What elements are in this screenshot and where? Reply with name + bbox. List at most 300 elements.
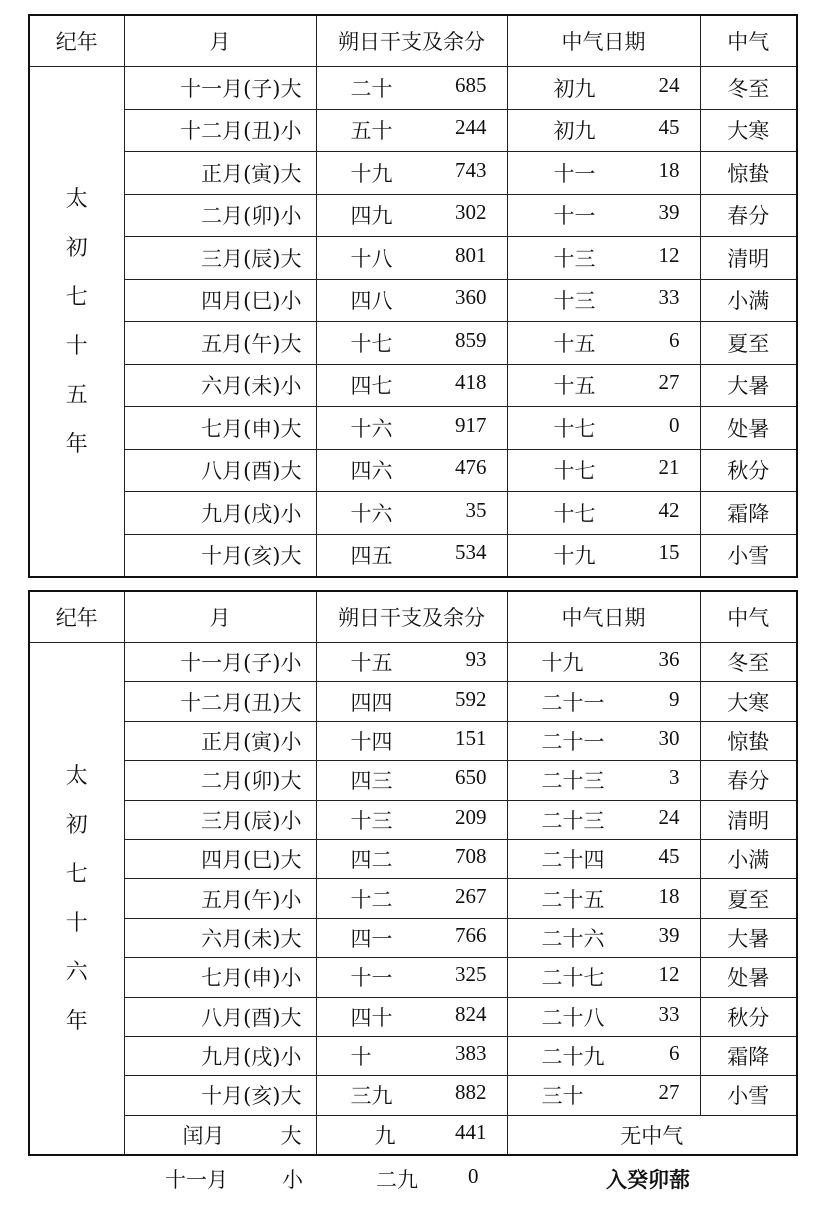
qi-day: 十七 xyxy=(553,459,596,484)
new-moon-day: 四六 xyxy=(350,459,393,484)
qi-date-pair xyxy=(508,285,700,315)
new-moon-remainder: 360 xyxy=(455,285,487,310)
new-moon-remainder: 708 xyxy=(455,844,487,869)
new-moon-remainder: 383 xyxy=(455,1041,487,1066)
new-moon-cell xyxy=(316,67,507,110)
new-moon-day: 三九 xyxy=(350,1084,393,1109)
qi-date-cell xyxy=(507,879,700,918)
era-char: 太 xyxy=(65,763,88,789)
qi-date-cell xyxy=(507,152,700,195)
month-cell: 九月(戌)小 xyxy=(124,1036,316,1075)
qi-day: 二十六 xyxy=(541,926,605,951)
qi-date-pair xyxy=(508,158,700,188)
month-cell: 四月(巳)大 xyxy=(124,839,316,878)
month-cell: 十一月(子)大 xyxy=(124,67,316,110)
header-new-moon: 朔日干支及余分 xyxy=(316,15,507,67)
solar-term-cell: 秋分 xyxy=(700,997,797,1036)
qi-remainder: 21 xyxy=(658,455,680,480)
new-moon-cell xyxy=(316,109,507,152)
header-month: 月 xyxy=(124,591,316,643)
qi-date-cell xyxy=(507,997,700,1036)
new-moon-remainder: 35 xyxy=(465,497,487,522)
qi-day: 十五 xyxy=(553,331,596,356)
qi-date-cell xyxy=(507,109,700,152)
new-moon-remainder: 766 xyxy=(455,922,487,947)
new-moon-remainder: 882 xyxy=(455,1080,487,1105)
qi-date-cell xyxy=(507,237,700,280)
new-moon-cell xyxy=(316,997,507,1036)
footer-note: 入癸卯蔀 xyxy=(606,1167,690,1192)
qi-date-cell xyxy=(507,643,700,682)
qi-day: 初九 xyxy=(553,76,596,101)
new-moon-remainder: 418 xyxy=(455,370,487,395)
qi-day: 二十五 xyxy=(541,887,605,912)
new-moon-cell xyxy=(316,958,507,997)
new-moon-remainder: 650 xyxy=(455,765,487,790)
qi-remainder: 9 xyxy=(669,686,680,711)
qi-remainder: 45 xyxy=(658,115,680,140)
solar-term-cell: 小雪 xyxy=(700,1076,797,1115)
new-moon-day: 十四 xyxy=(350,729,393,754)
table-row xyxy=(29,449,797,492)
new-moon-remainder: 743 xyxy=(455,157,487,182)
month-cell: 九月(戌)小 xyxy=(124,492,316,535)
calendar-table-taichu-75 xyxy=(28,14,798,578)
solar-term-cell: 小满 xyxy=(700,839,797,878)
table-row xyxy=(29,761,797,800)
qi-day: 十七 xyxy=(553,416,596,441)
header-new-moon: 朔日干支及余分 xyxy=(316,591,507,643)
solar-term-cell: 清明 xyxy=(700,237,797,280)
header-term: 中气 xyxy=(700,591,797,643)
era-cell xyxy=(29,643,124,1156)
qi-day: 二十八 xyxy=(541,1005,605,1030)
new-moon-pair xyxy=(317,285,507,315)
qi-day: 十五 xyxy=(553,374,596,399)
qi-date-pair xyxy=(508,1002,700,1032)
new-moon-day: 四十 xyxy=(350,1005,393,1030)
new-moon-day: 四九 xyxy=(350,204,393,229)
table-row xyxy=(29,67,797,110)
new-moon-pair xyxy=(317,647,507,677)
month-cell: 十二月(丑)小 xyxy=(124,109,316,152)
qi-date-pair xyxy=(508,243,700,273)
table-row xyxy=(29,997,797,1036)
new-moon-pair xyxy=(317,844,507,874)
new-moon-day: 十八 xyxy=(350,246,393,271)
qi-date-cell xyxy=(507,800,700,839)
new-moon-day: 四一 xyxy=(350,926,393,951)
qi-date-pair xyxy=(508,200,700,230)
new-moon-remainder: 244 xyxy=(455,115,487,140)
qi-date-pair xyxy=(508,805,700,835)
qi-date-cell xyxy=(507,67,700,110)
qi-date-cell xyxy=(507,721,700,760)
qi-remainder: 45 xyxy=(658,844,680,869)
qi-date-cell xyxy=(507,492,700,535)
new-moon-cell xyxy=(316,1036,507,1075)
table-row xyxy=(29,879,797,918)
solar-term-cell: 春分 xyxy=(700,761,797,800)
new-moon-cell xyxy=(316,534,507,577)
qi-day: 十九 xyxy=(541,651,584,676)
qi-remainder: 27 xyxy=(658,1080,680,1105)
new-moon-day: 二十 xyxy=(350,76,393,101)
qi-date-pair xyxy=(508,370,700,400)
footer-line xyxy=(0,1160,815,1200)
era-char: 五 xyxy=(65,382,88,408)
leap-month-pair xyxy=(125,1120,316,1150)
leap-new-moon-remainder: 441 xyxy=(455,1119,487,1144)
new-moon-pair xyxy=(317,455,507,485)
new-moon-day: 十二 xyxy=(350,887,393,912)
month-cell: 十二月(丑)大 xyxy=(124,682,316,721)
new-moon-pair xyxy=(317,1002,507,1032)
solar-term-cell: 冬至 xyxy=(700,67,797,110)
leap-new-moon-cell xyxy=(316,1115,507,1155)
table-row xyxy=(29,958,797,997)
leap-new-moon-day: 九 xyxy=(374,1123,396,1148)
new-moon-remainder: 93 xyxy=(465,647,487,672)
qi-date-pair xyxy=(508,1080,700,1110)
new-moon-cell xyxy=(316,643,507,682)
era-char: 七 xyxy=(65,861,88,887)
month-cell: 十月(亥)大 xyxy=(124,1076,316,1115)
solar-term-cell: 大寒 xyxy=(700,682,797,721)
solar-term-cell: 夏至 xyxy=(700,322,797,365)
new-moon-day: 四三 xyxy=(350,769,393,794)
new-moon-cell xyxy=(316,449,507,492)
new-moon-pair xyxy=(317,923,507,953)
new-moon-remainder: 824 xyxy=(455,1001,487,1026)
month-cell: 六月(未)大 xyxy=(124,918,316,957)
table-row xyxy=(29,918,797,957)
qi-date-cell xyxy=(507,958,700,997)
month-cell: 二月(卯)大 xyxy=(124,761,316,800)
qi-day: 二十九 xyxy=(541,1045,605,1070)
leap-month-size: 大 xyxy=(280,1123,302,1148)
new-moon-remainder: 209 xyxy=(455,804,487,829)
table-row xyxy=(29,407,797,450)
qi-remainder: 6 xyxy=(669,1041,680,1066)
qi-date-pair xyxy=(508,1041,700,1071)
qi-day: 二十一 xyxy=(541,690,605,715)
new-moon-cell xyxy=(316,800,507,839)
qi-date-pair xyxy=(508,726,700,756)
month-cell: 十月(亥)大 xyxy=(124,534,316,577)
header-date: 中气日期 xyxy=(507,591,700,643)
qi-remainder: 39 xyxy=(658,922,680,947)
qi-day: 二十四 xyxy=(541,848,605,873)
qi-date-cell xyxy=(507,839,700,878)
solar-term-cell: 处暑 xyxy=(700,958,797,997)
month-cell: 正月(寅)小 xyxy=(124,721,316,760)
month-cell: 正月(寅)大 xyxy=(124,152,316,195)
table-row xyxy=(29,682,797,721)
qi-remainder: 6 xyxy=(669,327,680,352)
qi-date-pair xyxy=(508,687,700,717)
new-moon-cell xyxy=(316,492,507,535)
new-moon-cell xyxy=(316,237,507,280)
qi-date-cell xyxy=(507,407,700,450)
table-row xyxy=(29,643,797,682)
table-row xyxy=(29,322,797,365)
new-moon-cell xyxy=(316,839,507,878)
qi-date-cell xyxy=(507,1036,700,1075)
new-moon-cell xyxy=(316,322,507,365)
new-moon-remainder: 534 xyxy=(455,540,487,565)
new-moon-remainder: 302 xyxy=(455,200,487,225)
qi-date-cell xyxy=(507,534,700,577)
table-row xyxy=(29,194,797,237)
new-moon-remainder: 859 xyxy=(455,327,487,352)
table-row xyxy=(29,1036,797,1075)
new-moon-remainder: 917 xyxy=(455,412,487,437)
new-moon-pair xyxy=(317,765,507,795)
month-cell: 五月(午)大 xyxy=(124,322,316,365)
new-moon-pair xyxy=(317,884,507,914)
header-row xyxy=(29,15,797,67)
qi-day: 二十一 xyxy=(541,729,605,754)
solar-term-cell: 大寒 xyxy=(700,109,797,152)
qi-date-pair xyxy=(508,328,700,358)
qi-remainder: 33 xyxy=(658,285,680,310)
leap-row xyxy=(29,1115,797,1155)
new-moon-day: 十三 xyxy=(350,808,393,833)
era-char: 十 xyxy=(65,910,88,936)
qi-day: 三十 xyxy=(541,1084,584,1109)
new-moon-pair xyxy=(317,200,507,230)
new-moon-cell xyxy=(316,407,507,450)
new-moon-cell xyxy=(316,879,507,918)
new-moon-day: 五十 xyxy=(350,119,393,144)
qi-remainder: 33 xyxy=(658,1001,680,1026)
leap-month-cell xyxy=(124,1115,316,1155)
qi-remainder: 36 xyxy=(658,647,680,672)
era-char: 太 xyxy=(65,186,88,212)
new-moon-day: 十六 xyxy=(350,416,393,441)
footer-remainder: 0 xyxy=(468,1164,479,1188)
new-moon-cell xyxy=(316,918,507,957)
qi-date-pair xyxy=(508,540,700,570)
new-moon-cell xyxy=(316,1076,507,1115)
header-row xyxy=(29,591,797,643)
qi-day: 十三 xyxy=(553,289,596,314)
qi-day: 十一 xyxy=(553,204,596,229)
solar-term-cell: 清明 xyxy=(700,800,797,839)
new-moon-pair xyxy=(317,413,507,443)
new-moon-pair xyxy=(317,328,507,358)
new-moon-cell xyxy=(316,152,507,195)
qi-date-cell xyxy=(507,322,700,365)
new-moon-pair xyxy=(317,1041,507,1071)
new-moon-pair xyxy=(317,73,507,103)
new-moon-pair xyxy=(317,370,507,400)
new-moon-remainder: 476 xyxy=(455,455,487,480)
new-moon-day: 四二 xyxy=(350,848,393,873)
solar-term-cell: 处暑 xyxy=(700,407,797,450)
month-cell: 二月(卯)小 xyxy=(124,194,316,237)
era-cell xyxy=(29,67,124,578)
new-moon-pair xyxy=(317,805,507,835)
era-char: 初 xyxy=(65,812,88,838)
qi-remainder: 0 xyxy=(669,412,680,437)
calendar-table-taichu-76 xyxy=(28,590,798,1156)
table-row xyxy=(29,492,797,535)
qi-remainder: 27 xyxy=(658,370,680,395)
new-moon-cell xyxy=(316,194,507,237)
header-month: 月 xyxy=(124,15,316,67)
footer-size: 小 xyxy=(282,1168,303,1192)
new-moon-pair xyxy=(317,687,507,717)
solar-term-cell: 霜降 xyxy=(700,1036,797,1075)
qi-date-pair xyxy=(508,844,700,874)
table-row xyxy=(29,152,797,195)
qi-day: 十一 xyxy=(553,161,596,186)
qi-day: 二十三 xyxy=(541,769,605,794)
table-row xyxy=(29,1076,797,1115)
new-moon-pair xyxy=(317,498,507,528)
solar-term-cell: 霜降 xyxy=(700,492,797,535)
month-cell: 八月(酉)大 xyxy=(124,997,316,1036)
qi-date-cell xyxy=(507,449,700,492)
header-term: 中气 xyxy=(700,15,797,67)
qi-date-pair xyxy=(508,73,700,103)
month-cell: 三月(辰)小 xyxy=(124,800,316,839)
solar-term-cell: 大暑 xyxy=(700,364,797,407)
era-char: 七 xyxy=(65,284,88,310)
qi-remainder: 24 xyxy=(658,72,680,97)
qi-remainder: 12 xyxy=(658,242,680,267)
qi-date-pair xyxy=(508,884,700,914)
new-moon-pair xyxy=(317,115,507,145)
qi-date-cell xyxy=(507,279,700,322)
month-cell: 八月(酉)大 xyxy=(124,449,316,492)
month-cell: 六月(未)小 xyxy=(124,364,316,407)
solar-term-cell: 秋分 xyxy=(700,449,797,492)
header-era: 纪年 xyxy=(29,15,124,67)
new-moon-day: 四五 xyxy=(350,544,393,569)
month-cell: 五月(午)小 xyxy=(124,879,316,918)
table-row xyxy=(29,109,797,152)
qi-date-cell xyxy=(507,194,700,237)
qi-date-cell xyxy=(507,364,700,407)
qi-date-pair xyxy=(508,647,700,677)
header-date: 中气日期 xyxy=(507,15,700,67)
qi-day: 十九 xyxy=(553,544,596,569)
new-moon-cell xyxy=(316,721,507,760)
header-era: 纪年 xyxy=(29,591,124,643)
footer-day: 二九 xyxy=(376,1168,418,1192)
table-row xyxy=(29,364,797,407)
new-moon-day: 十九 xyxy=(350,161,393,186)
new-moon-day: 十一 xyxy=(350,966,393,991)
solar-term-cell: 春分 xyxy=(700,194,797,237)
qi-remainder: 24 xyxy=(658,804,680,829)
new-moon-remainder: 801 xyxy=(455,242,487,267)
qi-date-cell xyxy=(507,918,700,957)
solar-term-cell: 小雪 xyxy=(700,534,797,577)
new-moon-day: 四四 xyxy=(350,690,393,715)
footer-month: 十一月 xyxy=(165,1168,228,1192)
qi-day: 二十七 xyxy=(541,966,605,991)
qi-remainder: 39 xyxy=(658,200,680,225)
solar-term-cell: 惊蛰 xyxy=(700,152,797,195)
era-char: 年 xyxy=(65,431,88,457)
new-moon-pair xyxy=(317,1080,507,1110)
leap-note-cell: 无中气 xyxy=(507,1115,797,1155)
solar-term-cell: 夏至 xyxy=(700,879,797,918)
month-cell: 七月(申)大 xyxy=(124,407,316,450)
new-moon-pair xyxy=(317,540,507,570)
qi-date-pair xyxy=(508,413,700,443)
qi-remainder: 42 xyxy=(658,497,680,522)
new-moon-remainder: 151 xyxy=(455,725,487,750)
new-moon-day: 十 xyxy=(350,1045,372,1070)
table-row xyxy=(29,839,797,878)
qi-date-pair xyxy=(508,765,700,795)
solar-term-cell: 大暑 xyxy=(700,918,797,957)
table-row xyxy=(29,800,797,839)
qi-date-cell xyxy=(507,682,700,721)
new-moon-cell xyxy=(316,364,507,407)
qi-remainder: 30 xyxy=(658,725,680,750)
qi-day: 二十三 xyxy=(541,808,605,833)
new-moon-pair xyxy=(317,158,507,188)
qi-day: 十七 xyxy=(553,501,596,526)
qi-remainder: 18 xyxy=(658,157,680,182)
era-char: 初 xyxy=(65,235,88,261)
qi-day: 初九 xyxy=(553,119,596,144)
qi-day: 十三 xyxy=(553,246,596,271)
era-char: 十 xyxy=(65,333,88,359)
era-char: 年 xyxy=(65,1008,88,1034)
table-row xyxy=(29,721,797,760)
month-cell: 三月(辰)大 xyxy=(124,237,316,280)
new-moon-pair xyxy=(317,962,507,992)
qi-date-pair xyxy=(508,115,700,145)
qi-date-pair xyxy=(508,455,700,485)
new-moon-cell xyxy=(316,761,507,800)
qi-remainder: 12 xyxy=(658,962,680,987)
new-moon-remainder: 592 xyxy=(455,686,487,711)
month-cell: 七月(申)小 xyxy=(124,958,316,997)
table-row xyxy=(29,279,797,322)
new-moon-pair xyxy=(317,243,507,273)
new-moon-remainder: 267 xyxy=(455,883,487,908)
new-moon-day: 十五 xyxy=(350,651,393,676)
table-row xyxy=(29,237,797,280)
solar-term-cell: 惊蛰 xyxy=(700,721,797,760)
qi-date-pair xyxy=(508,923,700,953)
qi-remainder: 15 xyxy=(658,540,680,565)
qi-date-pair xyxy=(508,962,700,992)
solar-term-cell: 冬至 xyxy=(700,643,797,682)
new-moon-day: 四八 xyxy=(350,289,393,314)
qi-remainder: 3 xyxy=(669,765,680,790)
qi-date-cell xyxy=(507,1076,700,1115)
leap-new-moon-pair xyxy=(317,1120,507,1150)
new-moon-pair xyxy=(317,726,507,756)
solar-term-cell: 小满 xyxy=(700,279,797,322)
new-moon-day: 四七 xyxy=(350,374,393,399)
era-char: 六 xyxy=(65,959,88,985)
month-cell: 四月(巳)小 xyxy=(124,279,316,322)
new-moon-remainder: 325 xyxy=(455,962,487,987)
new-moon-day: 十七 xyxy=(350,331,393,356)
month-cell: 十一月(子)小 xyxy=(124,643,316,682)
table-row xyxy=(29,534,797,577)
